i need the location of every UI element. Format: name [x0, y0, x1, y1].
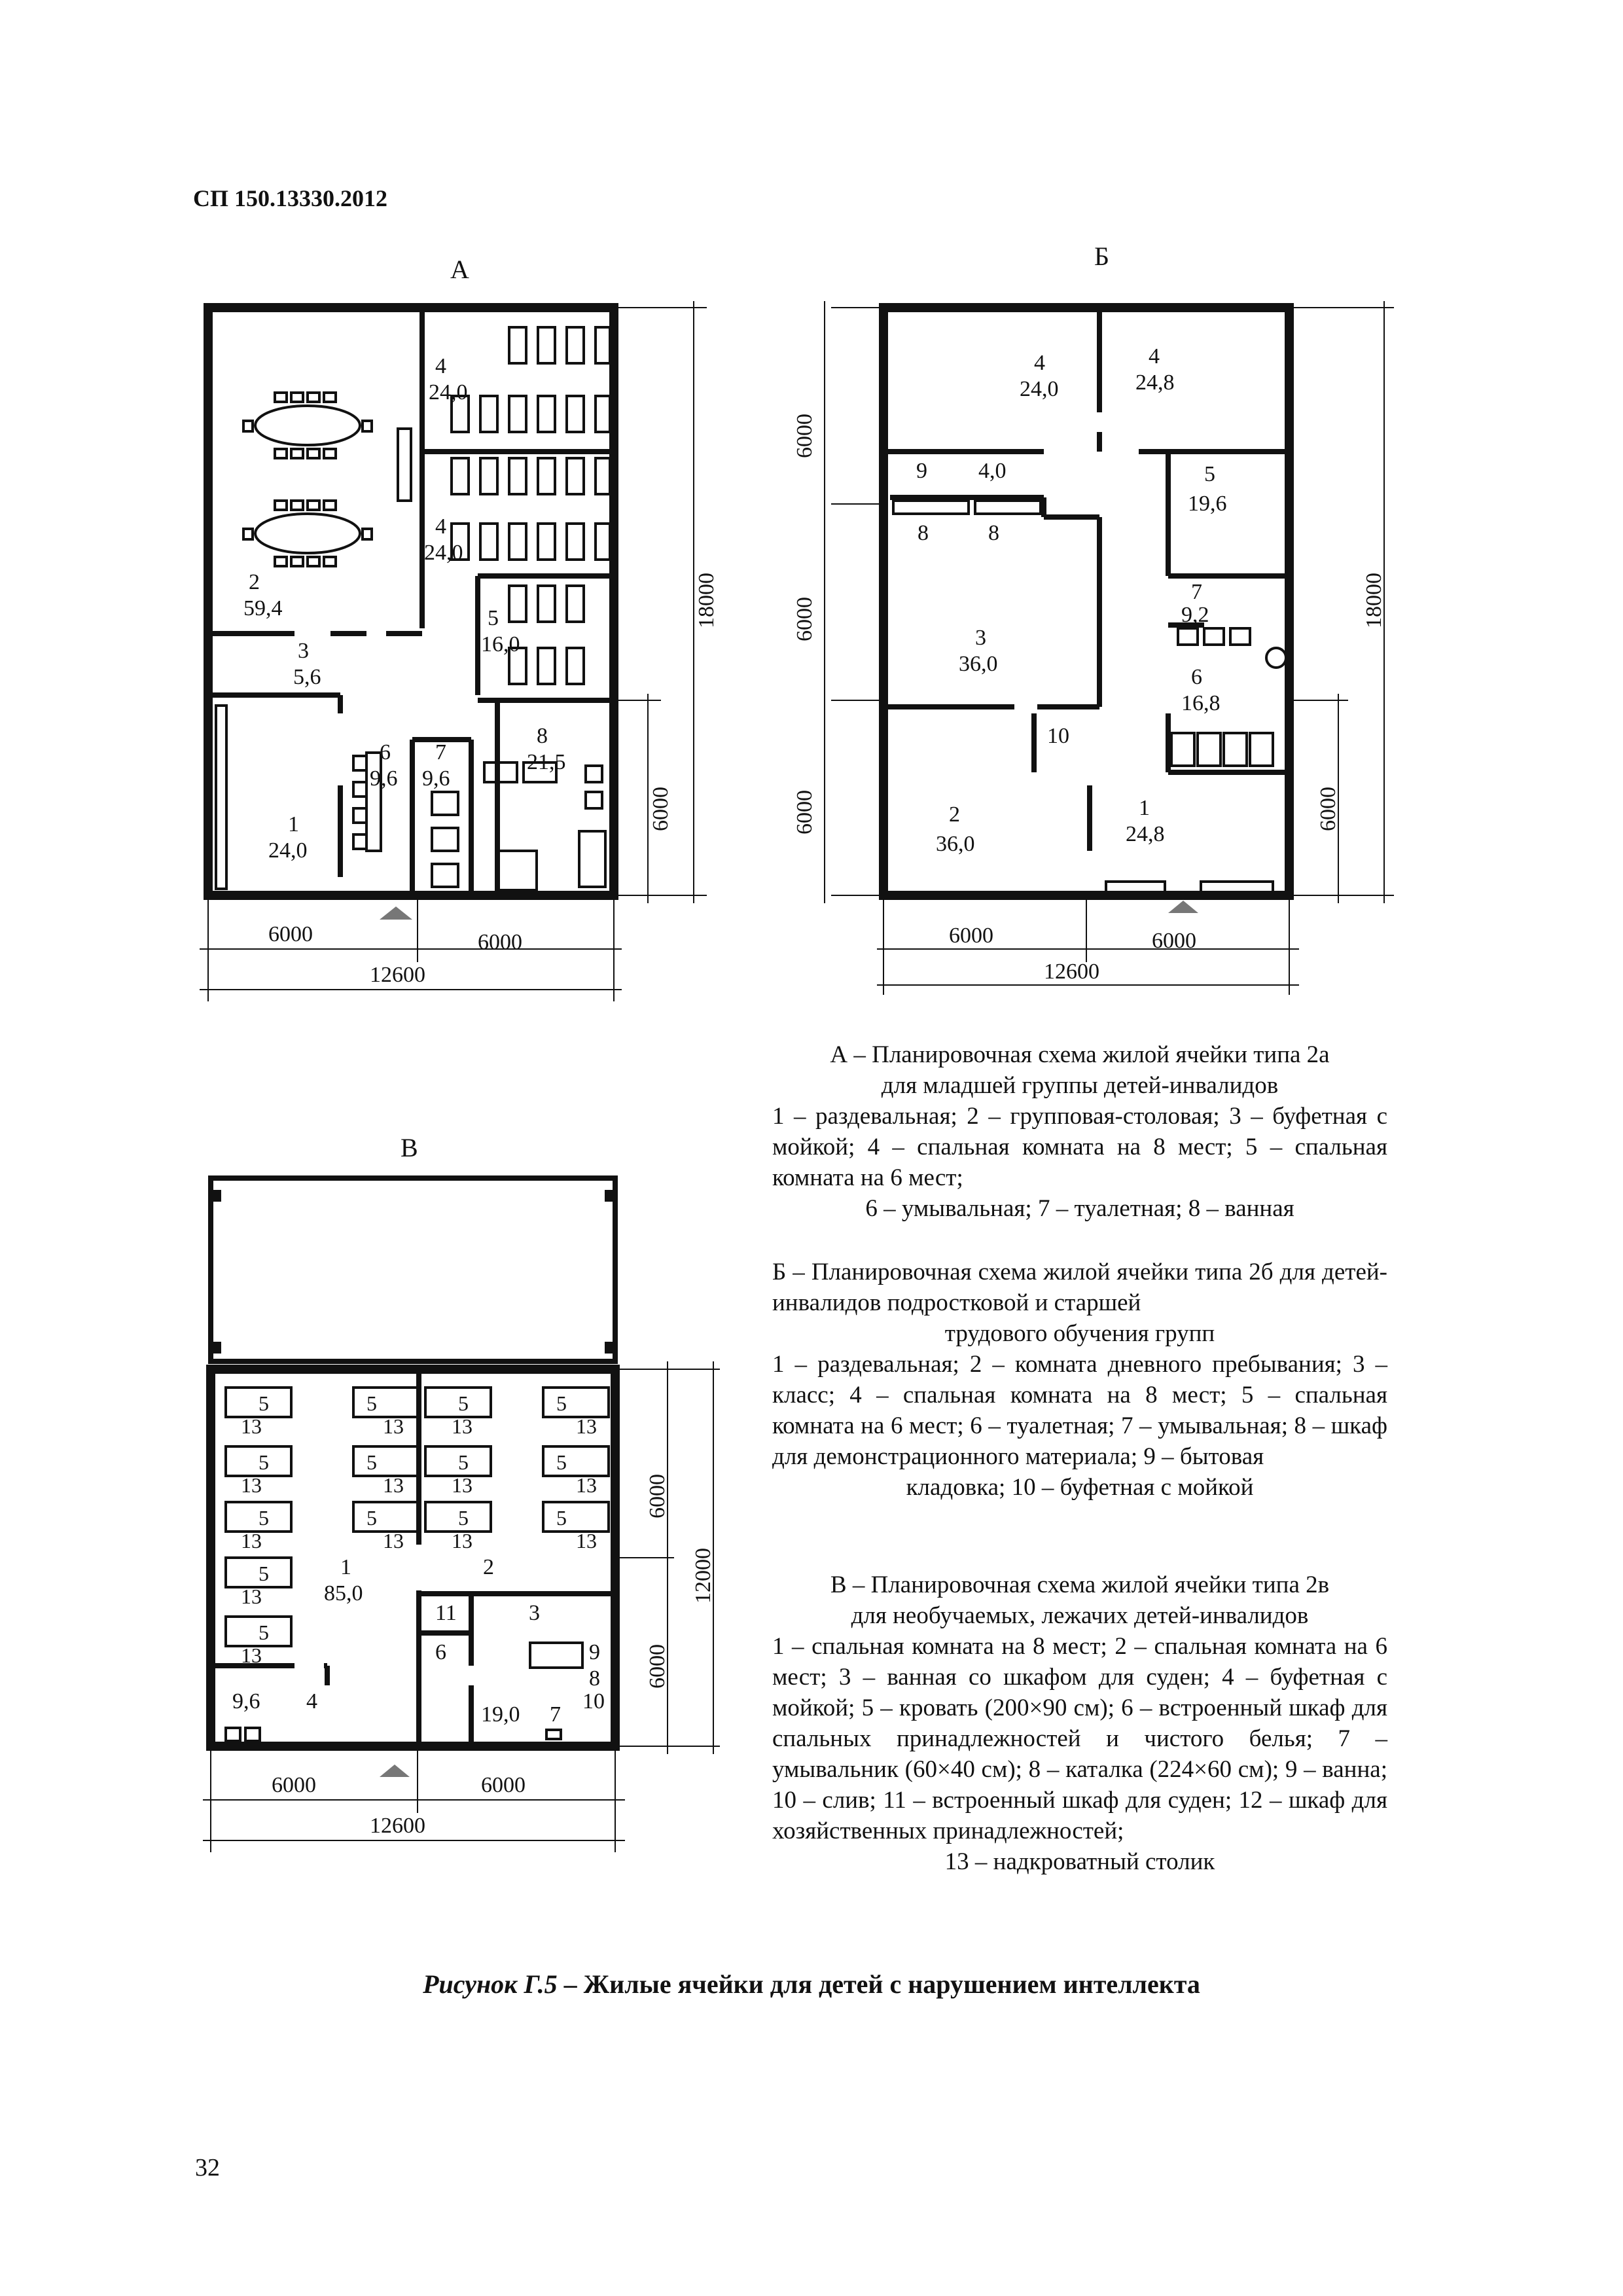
b-room-4-right-no: 4 — [1149, 344, 1160, 368]
plan-a-letter: А — [450, 255, 469, 284]
document-code: СП 150.13330.2012 — [193, 185, 387, 211]
v-dim-right-upper: 6000 — [645, 1474, 669, 1518]
a-room-5-no: 5 — [488, 606, 499, 630]
b-dim-right-lower: 6000 — [1316, 787, 1340, 831]
b-room-4-left-no: 4 — [1034, 351, 1045, 375]
a-room-5-area: 16,0 — [481, 632, 520, 656]
v-bed-label: 5 — [458, 1391, 469, 1415]
v-room-6-no: 6 — [435, 1640, 446, 1664]
v-bed-label: 5 — [259, 1450, 269, 1474]
legend-a-title-2: для младшей группы детей-инвалидов — [881, 1072, 1279, 1099]
v-table-label: 13 — [241, 1585, 262, 1608]
b-room-9-area: 4,0 — [978, 459, 1007, 483]
v-table-label: 13 — [241, 1643, 262, 1667]
b-room-5-no: 5 — [1204, 462, 1215, 486]
b-room-10-no: 10 — [1047, 724, 1069, 748]
a-dim-right-total: 18000 — [694, 573, 719, 628]
v-room-11-no: 11 — [435, 1601, 457, 1625]
v-bed-label: 5 — [366, 1450, 377, 1474]
v-bed-label: 5 — [259, 1562, 269, 1585]
v-table-label: 13 — [241, 1473, 262, 1497]
v-room-10-no: 10 — [582, 1689, 605, 1713]
plan-v-letter: В — [401, 1133, 418, 1162]
v-room-3-area: 19,0 — [481, 1702, 520, 1727]
b-room-2-no: 2 — [949, 802, 960, 827]
legend-v-title-2: для необучаемых, лежачих детей-инвалидов — [851, 1602, 1309, 1629]
a-dim-bottom-left: 6000 — [268, 922, 313, 946]
b-room-8-left: 8 — [918, 521, 929, 545]
legend-v — [772, 1570, 1387, 1877]
v-room-2-no: 2 — [483, 1555, 494, 1579]
legend-a-title-1: А – Планировочная схема жилой ячейки типа 2а — [830, 1041, 1330, 1068]
b-room-5-area: 19,6 — [1188, 492, 1227, 516]
legend-b-title: Б – Планировочная схема жилой ячейки типа 2б для детей-инвалидов подростковой и старшей — [772, 1259, 1387, 1316]
legend-a-last: 6 – умывальная; 7 – туалетная; 8 – ванная — [865, 1195, 1294, 1222]
a-dim-total-width: 12600 — [370, 963, 425, 987]
legend-b-body: 1 – раздевальная; 2 – комната дневного пребывания; 3 – класс; 4 – спальная комната на 8 мест; 5 – спальная комната на 6 мест; 6 – туалетная; 7 – умывальная; 8 – шкаф для демонстрационного материала; 9 – бытовая — [772, 1351, 1387, 1470]
a-dim-right-lower: 6000 — [649, 787, 673, 831]
a-dim-bottom-right: 6000 — [478, 930, 522, 954]
v-table-label: 13 — [576, 1414, 597, 1438]
v-table-label: 13 — [452, 1529, 473, 1552]
v-bed-label: 5 — [556, 1450, 567, 1474]
a-room-4-mid-area: 24,0 — [424, 541, 463, 565]
a-room-7-no: 7 — [435, 740, 446, 764]
v-room-4-area: 9,6 — [232, 1689, 260, 1713]
figure-caption-label: Рисунок Г.5 — [423, 1969, 558, 1999]
v-room-9-no: 9 — [589, 1640, 600, 1664]
figure-caption — [0, 1969, 1623, 2000]
legend-b — [772, 1257, 1387, 1503]
a-room-6-area: 9,6 — [370, 766, 398, 791]
a-room-1-area: 24,0 — [268, 838, 308, 863]
v-dim-bottom-left: 6000 — [272, 1773, 316, 1797]
v-dim-right-lower: 6000 — [645, 1644, 669, 1689]
v-table-label: 13 — [452, 1414, 473, 1438]
a-room-8-area: 21,5 — [527, 750, 566, 774]
v-bed-label: 5 — [458, 1450, 469, 1474]
v-table-label: 13 — [576, 1473, 597, 1497]
b-dim-total-width: 12600 — [1044, 960, 1099, 984]
a-room-6-no: 6 — [380, 740, 391, 764]
v-table-label: 13 — [383, 1529, 404, 1552]
v-room-7-no: 7 — [550, 1702, 561, 1727]
v-bed-label: 5 — [259, 1506, 269, 1530]
b-dim-bottom-left: 6000 — [949, 924, 993, 948]
legend-b-last: кладовка; 10 – буфетная с мойкой — [906, 1474, 1254, 1501]
b-room-3-no: 3 — [975, 626, 986, 650]
a-room-4-top-no: 4 — [435, 354, 446, 378]
b-dim-left-3: 6000 — [793, 790, 817, 834]
legend-v-body: 1 – спальная комната на 8 мест; 2 – спальная комната на 6 мест; 3 – ванная со шкафом для суден; 4 – буфетная с мойкой; 5 – кровать (200×90 см); 6 – встроенный шкаф для спальных принадлежностей и чистого белья; 7 – умывальник (60×40 см); 8 – каталка (224×60 см); 9 – ванна; 10 – слив; 11 – встроенный шкаф для суден; 12 – шкаф для хозяйственных принадлежностей; — [772, 1633, 1387, 1844]
v-bed-label: 5 — [259, 1621, 269, 1644]
b-room-2-area: 36,0 — [936, 832, 975, 856]
v-table-label: 13 — [241, 1529, 262, 1552]
v-table-label: 13 — [452, 1473, 473, 1497]
b-room-6-no: 6 — [1191, 665, 1202, 689]
v-room-1-no: 1 — [340, 1555, 351, 1579]
v-table-label: 13 — [383, 1414, 404, 1438]
v-table-label: 13 — [576, 1529, 597, 1552]
v-bed-label: 5 — [259, 1391, 269, 1415]
v-room-3-no: 3 — [529, 1601, 540, 1625]
v-bed-label: 5 — [556, 1506, 567, 1530]
b-room-7-area: 9,2 — [1181, 603, 1209, 627]
b-room-1-no: 1 — [1139, 796, 1150, 820]
legend-v-last: 13 – надкроватный столик — [944, 1848, 1215, 1875]
a-room-3-area: 5,6 — [293, 665, 321, 689]
a-room-8-no: 8 — [537, 724, 548, 748]
b-room-8-right: 8 — [988, 521, 999, 545]
b-room-7-no: 7 — [1191, 580, 1202, 604]
legend-a — [772, 1039, 1387, 1224]
v-bed-label: 5 — [458, 1506, 469, 1530]
legend-v-title-1: В – Планировочная схема жилой ячейки типа 2в — [830, 1571, 1330, 1598]
a-room-2-no: 2 — [249, 570, 260, 594]
b-dim-bottom-right: 6000 — [1152, 929, 1196, 953]
page-number: 32 — [195, 2154, 220, 2181]
b-room-4-left-area: 24,0 — [1020, 377, 1059, 401]
a-room-7-area: 9,6 — [422, 766, 450, 791]
v-dim-right-total: 12000 — [691, 1548, 715, 1604]
v-bed-label: 5 — [366, 1391, 377, 1415]
b-room-6-area: 16,8 — [1181, 691, 1221, 715]
v-bed-label: 5 — [556, 1391, 567, 1415]
v-room-4-no: 4 — [306, 1689, 317, 1713]
legend-b-title-end: трудового обучения групп — [944, 1320, 1215, 1347]
v-table-label: 13 — [383, 1473, 404, 1497]
b-room-3-area: 36,0 — [959, 652, 998, 676]
a-room-3-no: 3 — [298, 639, 309, 663]
a-room-4-mid-no: 4 — [435, 514, 446, 539]
b-room-9-no: 9 — [916, 459, 927, 483]
b-room-1-area: 24,8 — [1126, 822, 1165, 846]
legend-a-body: 1 – раздевальная; 2 – групповая-столовая; 3 – буфетная с мойкой; 4 – спальная комната на 8 мест; 5 – спальная комната на 6 мест; — [772, 1103, 1387, 1191]
b-room-4-right-area: 24,8 — [1135, 370, 1175, 395]
v-bed-label: 5 — [366, 1506, 377, 1530]
v-table-label: 13 — [241, 1414, 262, 1438]
v-dim-total-width: 12600 — [370, 1814, 425, 1838]
a-room-2-area: 59,4 — [243, 596, 283, 620]
a-room-1-no: 1 — [288, 812, 299, 836]
a-room-4-top-area: 24,0 — [429, 380, 468, 404]
v-room-1-area: 85,0 — [324, 1581, 363, 1605]
b-dim-right-total: 18000 — [1362, 573, 1386, 628]
b-dim-left-2: 6000 — [793, 597, 817, 641]
v-dim-bottom-right: 6000 — [481, 1773, 526, 1797]
plan-b-letter: Б — [1094, 242, 1109, 271]
figure-caption-text: – Жилые ячейки для детей с нарушением интеллекта — [557, 1969, 1200, 1999]
b-dim-left-1: 6000 — [793, 414, 817, 458]
v-room-8-no: 8 — [589, 1666, 600, 1691]
